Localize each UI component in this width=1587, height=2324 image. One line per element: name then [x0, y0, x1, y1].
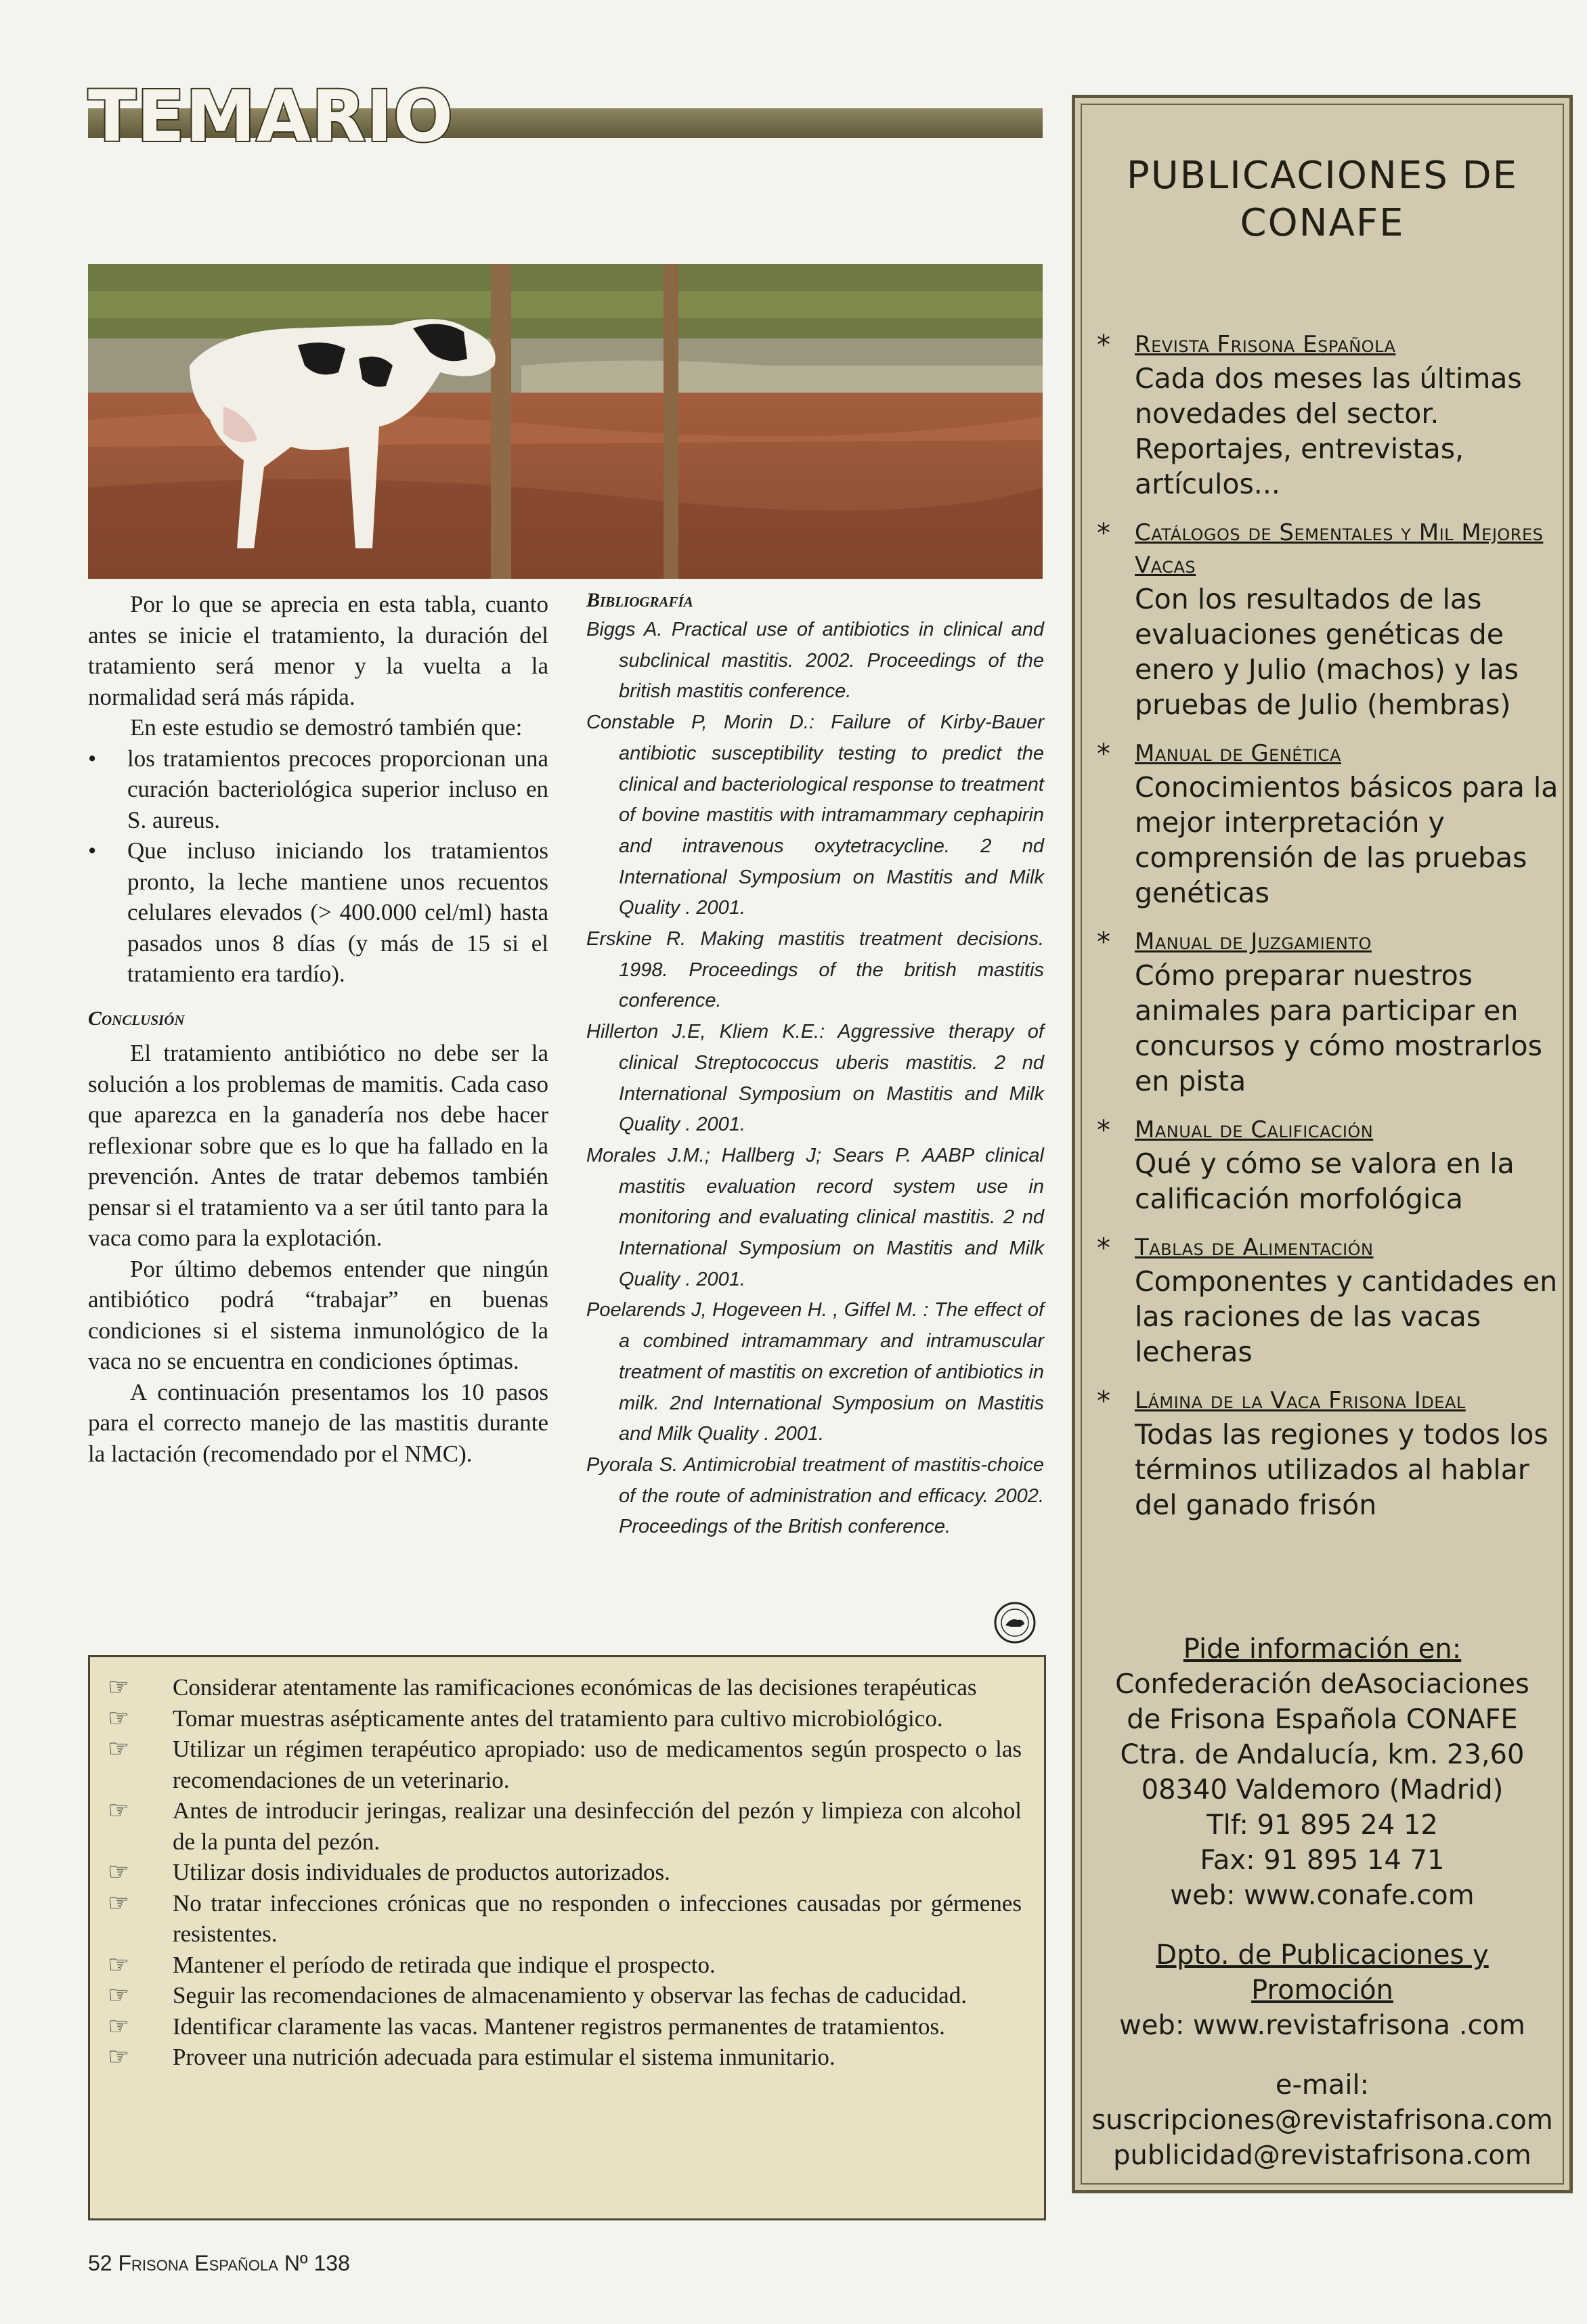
page-number: 52 [88, 2251, 112, 2275]
publication-item [1094, 517, 1561, 722]
publication-description: Conocimientos básicos para la mejor interpretación y comprensión de las pruebas genéticas [1135, 771, 1559, 909]
pointing-hand-icon: ☞ [108, 1858, 130, 1886]
department-heading: Dpto. de Publicaciones y [1156, 1939, 1489, 1971]
cow-photo [88, 264, 1043, 579]
publication-item [1094, 1231, 1561, 1369]
pointing-hand-icon: ☞ [108, 1673, 130, 1701]
paragraph: Por lo que se aprecia en esta tabla, cuanto antes se inicie el tratamiento, la duración del tratamiento será menor y la vuelta a la normalidad será más rápida. [88, 591, 548, 710]
step-item [108, 2042, 1022, 2073]
step-item [108, 1950, 1022, 1981]
publication-title: Manual de Calificación [1135, 1116, 1374, 1143]
org-name: Confederación deAsociaciones [1115, 1669, 1529, 1700]
publication-title: Lámina de la Vaca Frisona Ideal [1135, 1387, 1466, 1414]
mastitis-steps-box [88, 1655, 1046, 2220]
bibliography-entry: Hillerton J.E, Kliem K.E.: Aggressive therapy of clinical Streptococcus uberis mastitis. 2 nd International Symposium on Mastitis and Milk Quality . 2001. [586, 1021, 1044, 1136]
website: web: www.conafe.com [1170, 1880, 1475, 1911]
pointing-hand-icon: ☞ [108, 1797, 130, 1824]
steps-list [108, 1672, 1022, 2073]
magazine-name: Frisona Española [118, 2251, 278, 2275]
section-title: TEMARIO [88, 75, 454, 158]
asterisk-icon: * [1097, 739, 1110, 770]
step-item [108, 1857, 1022, 1888]
bibliography-entry: Biggs A. Practical use of antibiotics in clinical and subclinical mastitis. 2002. Proceedings of the british mastitis conference. [586, 619, 1044, 703]
asterisk-icon: * [1097, 1233, 1110, 1264]
publication-description: Todas las regiones y todos los términos utilizados al hablar del ganado frisón [1135, 1418, 1548, 1521]
pointing-hand-icon: ☞ [108, 1981, 130, 2009]
paragraph: El tratamiento antibiótico no debe ser la solución a los problemas de mamitis. Cada caso que aparezca en la ganadería nos debe hacer reflexionar sobre que es lo que ha fallado en la prevención. Antes de tratar debemos también pensar si el tratamiento va a ser útil tanto para la vaca como para la explotación. [88, 1040, 548, 1251]
department-heading: Promoción [1251, 1975, 1393, 2006]
pointing-hand-icon: ☞ [108, 2043, 130, 2071]
address: 08340 Valdemoro (Madrid) [1141, 1774, 1504, 1805]
publication-description: Componentes y cantidades en las raciones de las vacas lecheras [1135, 1265, 1558, 1368]
sidebar-title-line: PUBLICACIONES DE [1126, 154, 1519, 198]
publication-description: Cómo preparar nuestros animales para participar en concursos y cómo mostrarlos en pista [1135, 959, 1542, 1097]
findings-list [88, 743, 548, 990]
publication-item [1094, 925, 1561, 1099]
list-item: • los tratamientos precoces proporcionan una curación bacteriológica superior incluso en S. aureus. [88, 743, 548, 836]
bibliography-column [586, 589, 1044, 1543]
step-item [108, 2011, 1022, 2042]
publication-title: Manual de Genética [1135, 740, 1341, 767]
step-text: Considerar atentamente las ramificaciones económicas de las decisiones terapéuticas [173, 1674, 977, 1701]
paragraph: A continuación presentamos los 10 pasos para el correcto manejo de las mastitis durante la lactación (recomendado por el NMC). [88, 1378, 548, 1467]
step-text: Proveer una nutrición adecuada para estimular el sistema inmunitario. [173, 2044, 835, 2070]
publication-item [1094, 1384, 1561, 1522]
list-item: • Que incluso iniciando los tratamientos pronto, la leche mantiene unos recuentos celulares elevados (> 400.000 cel/ml) hasta pasados unos 8 días (y más de 15 si el tratamiento era tardío). [88, 835, 548, 990]
contact-heading: Pide información en: [1183, 1634, 1462, 1665]
org-name: de Frisona Española CONAFE [1127, 1704, 1518, 1735]
phone: Tlf: 91 895 24 12 [1206, 1810, 1438, 1841]
bibliography-entry: Pyorala S. Antimicrobial treatment of mastitis-choice of the route of administration and efficacy. 2002. Proceedings of the British conference. [586, 1453, 1044, 1538]
publication-description: Qué y cómo se valora en la calificación morfológica [1135, 1147, 1515, 1215]
step-text: Utilizar dosis individuales de productos autorizados. [173, 1859, 670, 1885]
email: publicidad@revistafrisona.com [1113, 2140, 1531, 2171]
step-text: Identificar claramente las vacas. Mantener registros permanentes de tratamientos. [173, 2013, 945, 2040]
page-footer [88, 2251, 350, 2276]
asterisk-icon: * [1097, 927, 1110, 958]
step-text: Utilizar un régimen terapéutico apropiado: uso de medicamentos según prospecto o las recomendaciones de un veterinario. [173, 1736, 1022, 1793]
publication-list [1094, 328, 1561, 1537]
paragraph: Por último debemos entender que ningún antibiótico podrá “trabajar” en buenas condiciones si el sistema inmunológico de la vaca no se encuentra en condiciones óptimas. [88, 1255, 548, 1374]
conafe-seal-icon [993, 1601, 1037, 1644]
step-item [108, 1703, 1022, 1734]
pointing-hand-icon: ☞ [108, 1735, 130, 1763]
pointing-hand-icon: ☞ [108, 1704, 130, 1732]
pointing-hand-icon: ☞ [108, 1950, 130, 1979]
step-item [108, 1734, 1022, 1795]
bibliography-heading: Bibliografía [586, 589, 693, 611]
publication-title: Tablas de Alimentación [1135, 1234, 1374, 1261]
publication-item [1094, 1114, 1561, 1216]
left-column [88, 589, 548, 1469]
step-item [108, 1980, 1022, 2011]
contact-block [1075, 1631, 1569, 2173]
step-item [108, 1888, 1022, 1950]
publications-sidebar [1072, 95, 1573, 2193]
issue-number: Nº 138 [284, 2251, 350, 2275]
publication-item [1094, 737, 1561, 911]
bibliography-entry: Erskine R. Making mastitis treatment decisions. 1998. Proceedings of the british mastitis conference. [586, 928, 1044, 1012]
fax: Fax: 91 895 14 71 [1200, 1845, 1445, 1876]
step-text: Antes de introducir jeringas, realizar una desinfección del pezón y limpieza con alcohol de la punta del pezón. [173, 1797, 1022, 1855]
pointing-hand-icon: ☞ [108, 1889, 130, 1917]
pointing-hand-icon: ☞ [108, 2012, 130, 2040]
asterisk-icon: * [1097, 330, 1110, 361]
bibliography-entry: Morales J.M.; Hallberg J; Sears P. AABP clinical mastitis evaluation record system use in monitoring and evaluating clinical mastitis. 2 nd International Symposium on Mastitis and Milk Quality . 2001. [586, 1144, 1044, 1290]
bibliography-entry: Poelarends J, Hogeveen H. , Giffel M. : The effect of a combined intramammary and intramuscular treatment of mastitis on excretion of antibiotics in milk. 2nd International Symposium on Mastitis and Milk Quality . 2001. [586, 1299, 1044, 1445]
website: web: www.revistafrisona .com [1119, 2010, 1525, 2041]
publication-title: Catálogos de Sementales y Mil Mejores Vacas [1135, 519, 1544, 579]
sidebar-title-line: CONAFE [1240, 201, 1405, 245]
step-text: Seguir las recomendaciones de almacenamiento y observar las fechas de caducidad. [173, 1982, 967, 2009]
step-text: No tratar infecciones crónicas que no responden o infecciones causadas por gérmenes resistentes. [173, 1889, 1022, 1947]
sidebar-title [1075, 152, 1569, 247]
address: Ctra. de Andalucía, km. 23,60 [1120, 1739, 1525, 1770]
publication-item [1094, 328, 1561, 502]
publication-title: Revista Frisona Española [1135, 331, 1396, 358]
email: suscripciones@revistafrisona.com [1091, 2105, 1553, 2136]
paragraph: En este estudio se demostró también que: [130, 714, 523, 741]
bibliography-entry: Constable P, Morin D.: Failure of Kirby-Bauer antibiotic susceptibility testing to predict the clinical and bacteriological response to treatment of bovine mastitis with intramammary cephapirin and intravenous oxytetracycline. 2 nd International Symposium on Mastitis and Milk Quality . 2001. [586, 711, 1044, 919]
asterisk-icon: * [1097, 1386, 1110, 1417]
asterisk-icon: * [1097, 1115, 1110, 1146]
publication-title: Manual de Juzgamiento [1135, 928, 1372, 955]
email-label: e-mail: [1275, 2069, 1370, 2101]
step-item [108, 1795, 1022, 1857]
publication-description: Cada dos meses las últimas novedades del sector. Reportajes, entrevistas, artículos... [1135, 362, 1522, 500]
step-item [108, 1672, 1022, 1703]
asterisk-icon: * [1097, 518, 1110, 549]
step-text: Tomar muestras asépticamente antes del tratamiento para cultivo microbiológico. [173, 1705, 943, 1732]
conclusion-heading: Conclusión [88, 1007, 185, 1030]
publication-description: Con los resultados de las evaluaciones genéticas de enero y Julio (machos) y las pruebas de Julio (hembras) [1135, 583, 1519, 721]
step-text: Mantener el período de retirada que indique el prospecto. [173, 1951, 716, 1978]
